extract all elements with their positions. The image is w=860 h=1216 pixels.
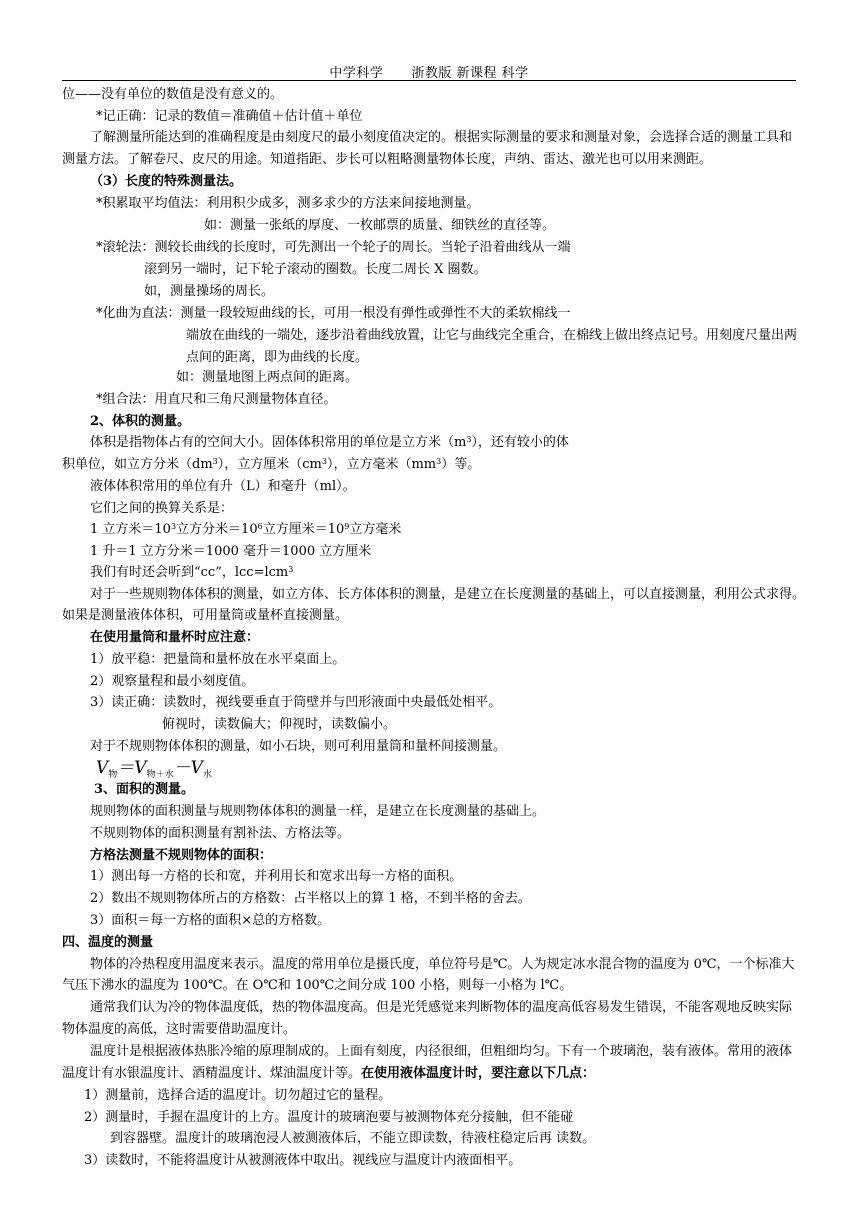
- text-line: 点间的距离，即为曲线的长度。: [186, 350, 369, 365]
- text-line: *化曲为直法：测量一段较短曲线的长，可用一根没有弹性或弹性不大的柔软棉线一: [96, 306, 571, 321]
- text-line: 温度计有水银温度计、酒精温度计、煤油温度计等。在使用液体温度计时，要注意以下几点：: [62, 1066, 596, 1081]
- text-line: 规则物体的面积测量与规则物体体积的测量一样，是建立在长度测量的基础上。: [90, 804, 546, 819]
- list-item: 3）面积＝每一方格的面积×总的方格数。: [90, 913, 331, 928]
- section-heading: 方格法测量不规则物体的面积：: [90, 848, 273, 863]
- text-line: 液体体积常用的单位有升（L）和毫升（ml）。: [90, 479, 356, 494]
- text-line: 如：测量一张纸的厚度、一枚邮票的质量、细铁丝的直径等。: [204, 218, 556, 233]
- section-heading: 四、温度的测量: [62, 935, 154, 950]
- list-item: 1）放平稳：把量筒和量杯放在水平桌面上。: [90, 652, 346, 667]
- text-line: 测量方法。了解卷尺、皮尺的用途。知道指距、步长可以粗略测量物体长度，声纳、雷达、激光也可以用来测距。: [62, 152, 713, 167]
- page-header: [62, 62, 796, 81]
- list-item: 1）测量前，选择合适的温度计。切勿超过它的量程。: [84, 1088, 392, 1103]
- text-line: 如：测量地图上两点间的距离。: [176, 370, 359, 385]
- header-subject: 中学科学: [329, 66, 384, 81]
- section-heading: 3、面积的测量。: [94, 782, 195, 797]
- text-line: 到容器壁。温度计的玻璃泡浸人被测液体后，不能立即读数，待液柱稳定后再 读数。: [110, 1131, 596, 1146]
- text-line: 它们之间的换算关系是：: [90, 501, 234, 516]
- text-line: 俯视时，读数偏大；仰视时，读数偏小。: [162, 717, 397, 732]
- section-heading: （3）长度的特殊测量法。: [90, 174, 243, 189]
- section-heading: 在使用量筒和量杯时应注意：: [90, 630, 260, 645]
- list-item: 2）观察量程和最小刻度值。: [90, 674, 255, 689]
- text-line: 温度计是根据液体热胀冷缩的原理制成的。上面有刻度，内径很细，但粗细均匀。下有一个玻璃泡，装有液体。常用的液体: [90, 1044, 793, 1059]
- list-item: 3）读数时，不能将温度计从被测液体中取出。视线应与温度计内液面相平。: [84, 1153, 522, 1168]
- text-line: 1 升＝1 立方分米＝1000 毫升＝1000 立方厘米: [90, 544, 372, 559]
- list-item: 3）读正确：读数时，视线要垂直于筒壁并与凹形液面中央最低处相平。: [90, 695, 502, 710]
- text-line: 对于不规则物体体积的测量，如小石块，则可利用量筒和量杯间接测量。: [90, 739, 507, 754]
- text-line: *滚轮法：测较长曲线的长度时，可先测出一个轮子的周长。当轮子沿着曲线从一端: [96, 240, 571, 255]
- text-line: 端放在曲线的一端处，逐步沿着曲线放置，让它与曲线完全重合，在棉线上做出终点记号。用刻度尺量出两: [186, 328, 798, 343]
- text-line: 1 立方米$=10^3$立方分米$=10^6$立方厘米$=10^9$立方毫米: [90, 522, 402, 537]
- text-line: 通常我们认为冷的物体温度低，热的物体温度高。但是光凭感觉来判断物体的温度高低容易发生错误，不能客观地反映实际: [90, 1000, 793, 1015]
- header-rule: [62, 80, 796, 81]
- list-item: 2）测量时，手握在温度计的上方。温度计的玻璃泡要与被测物体充分接触，但不能碰: [84, 1110, 574, 1125]
- text-line: 不规则物体的面积测量有割补法、方格法等。: [90, 826, 351, 841]
- text-line: *积累取平均值法：利用积少成多，测多求少的方法来间接地测量。: [96, 196, 480, 211]
- text-line: 对于一些规则物体体积的测量，如立方体、长方体体积的测量，是建立在长度测量的基础上，可以直接测量，利用公式求得。: [90, 587, 806, 602]
- text-line: 积单位，如立方分米$(dm^3)$，立方厘米$(cm^3)$，立方毫米$(mm^3)$等。: [62, 457, 481, 472]
- header-edition: 浙教版 新课程 科学: [411, 66, 529, 81]
- text-line: 物体的冷热程度用温度来表示。温度的常用单位是摄氏度，单位符号是℃。人为规定冰水混合物的温度为 0℃，一个标准大: [90, 957, 795, 972]
- text-line: 了解测量所能达到的准确程度是由刻度尺的最小刻度值决定的。根据实际测量的要求和测量对象，会选择合适的测量工具和: [90, 130, 793, 145]
- text-line: *记正确：记录的数值＝准确值＋估计值＋单位: [96, 109, 363, 124]
- list-item: 1）测出每一方格的长和宽，并利用长和宽求出每一方格的面积。: [90, 869, 463, 884]
- section-heading: 2、体积的测量。: [90, 414, 191, 429]
- text-line: 位——没有单位的数值是没有意义的。: [62, 87, 284, 102]
- text-line: 物体温度的高低，这时需要借助温度计。: [62, 1022, 297, 1037]
- volume-formula: $V_物=V_{物+水}-V_水$: [96, 758, 212, 780]
- text-line: 如果是测量液体体积，可用量筒或量杯直接测量。: [62, 608, 349, 623]
- text-line: 体积是指物体占有的空间大小。固体体积常用的单位是立方米$(m^3)$，还有较小的体: [90, 435, 569, 450]
- text-line: 我们有时还会听到“cc”，lcc=lcm$^3$: [90, 565, 294, 580]
- text-line: 气压下沸水的温度为 100℃。在 O℃和 100℃之间分成 100 小格，则每一小格为 l℃。: [62, 978, 573, 993]
- text-line: 滚到另一端时，记下轮子滚动的圈数。长度二周长 X 圈数。: [144, 262, 487, 277]
- text-line: 如，测量操场的周长。: [144, 284, 275, 299]
- text-line: *组合法：用直尺和三角尺测量物体直径。: [96, 392, 337, 407]
- list-item: 2）数出不规则物体所占的方格数：占半格以上的算 1 格，不到半格的舍去。: [90, 891, 531, 906]
